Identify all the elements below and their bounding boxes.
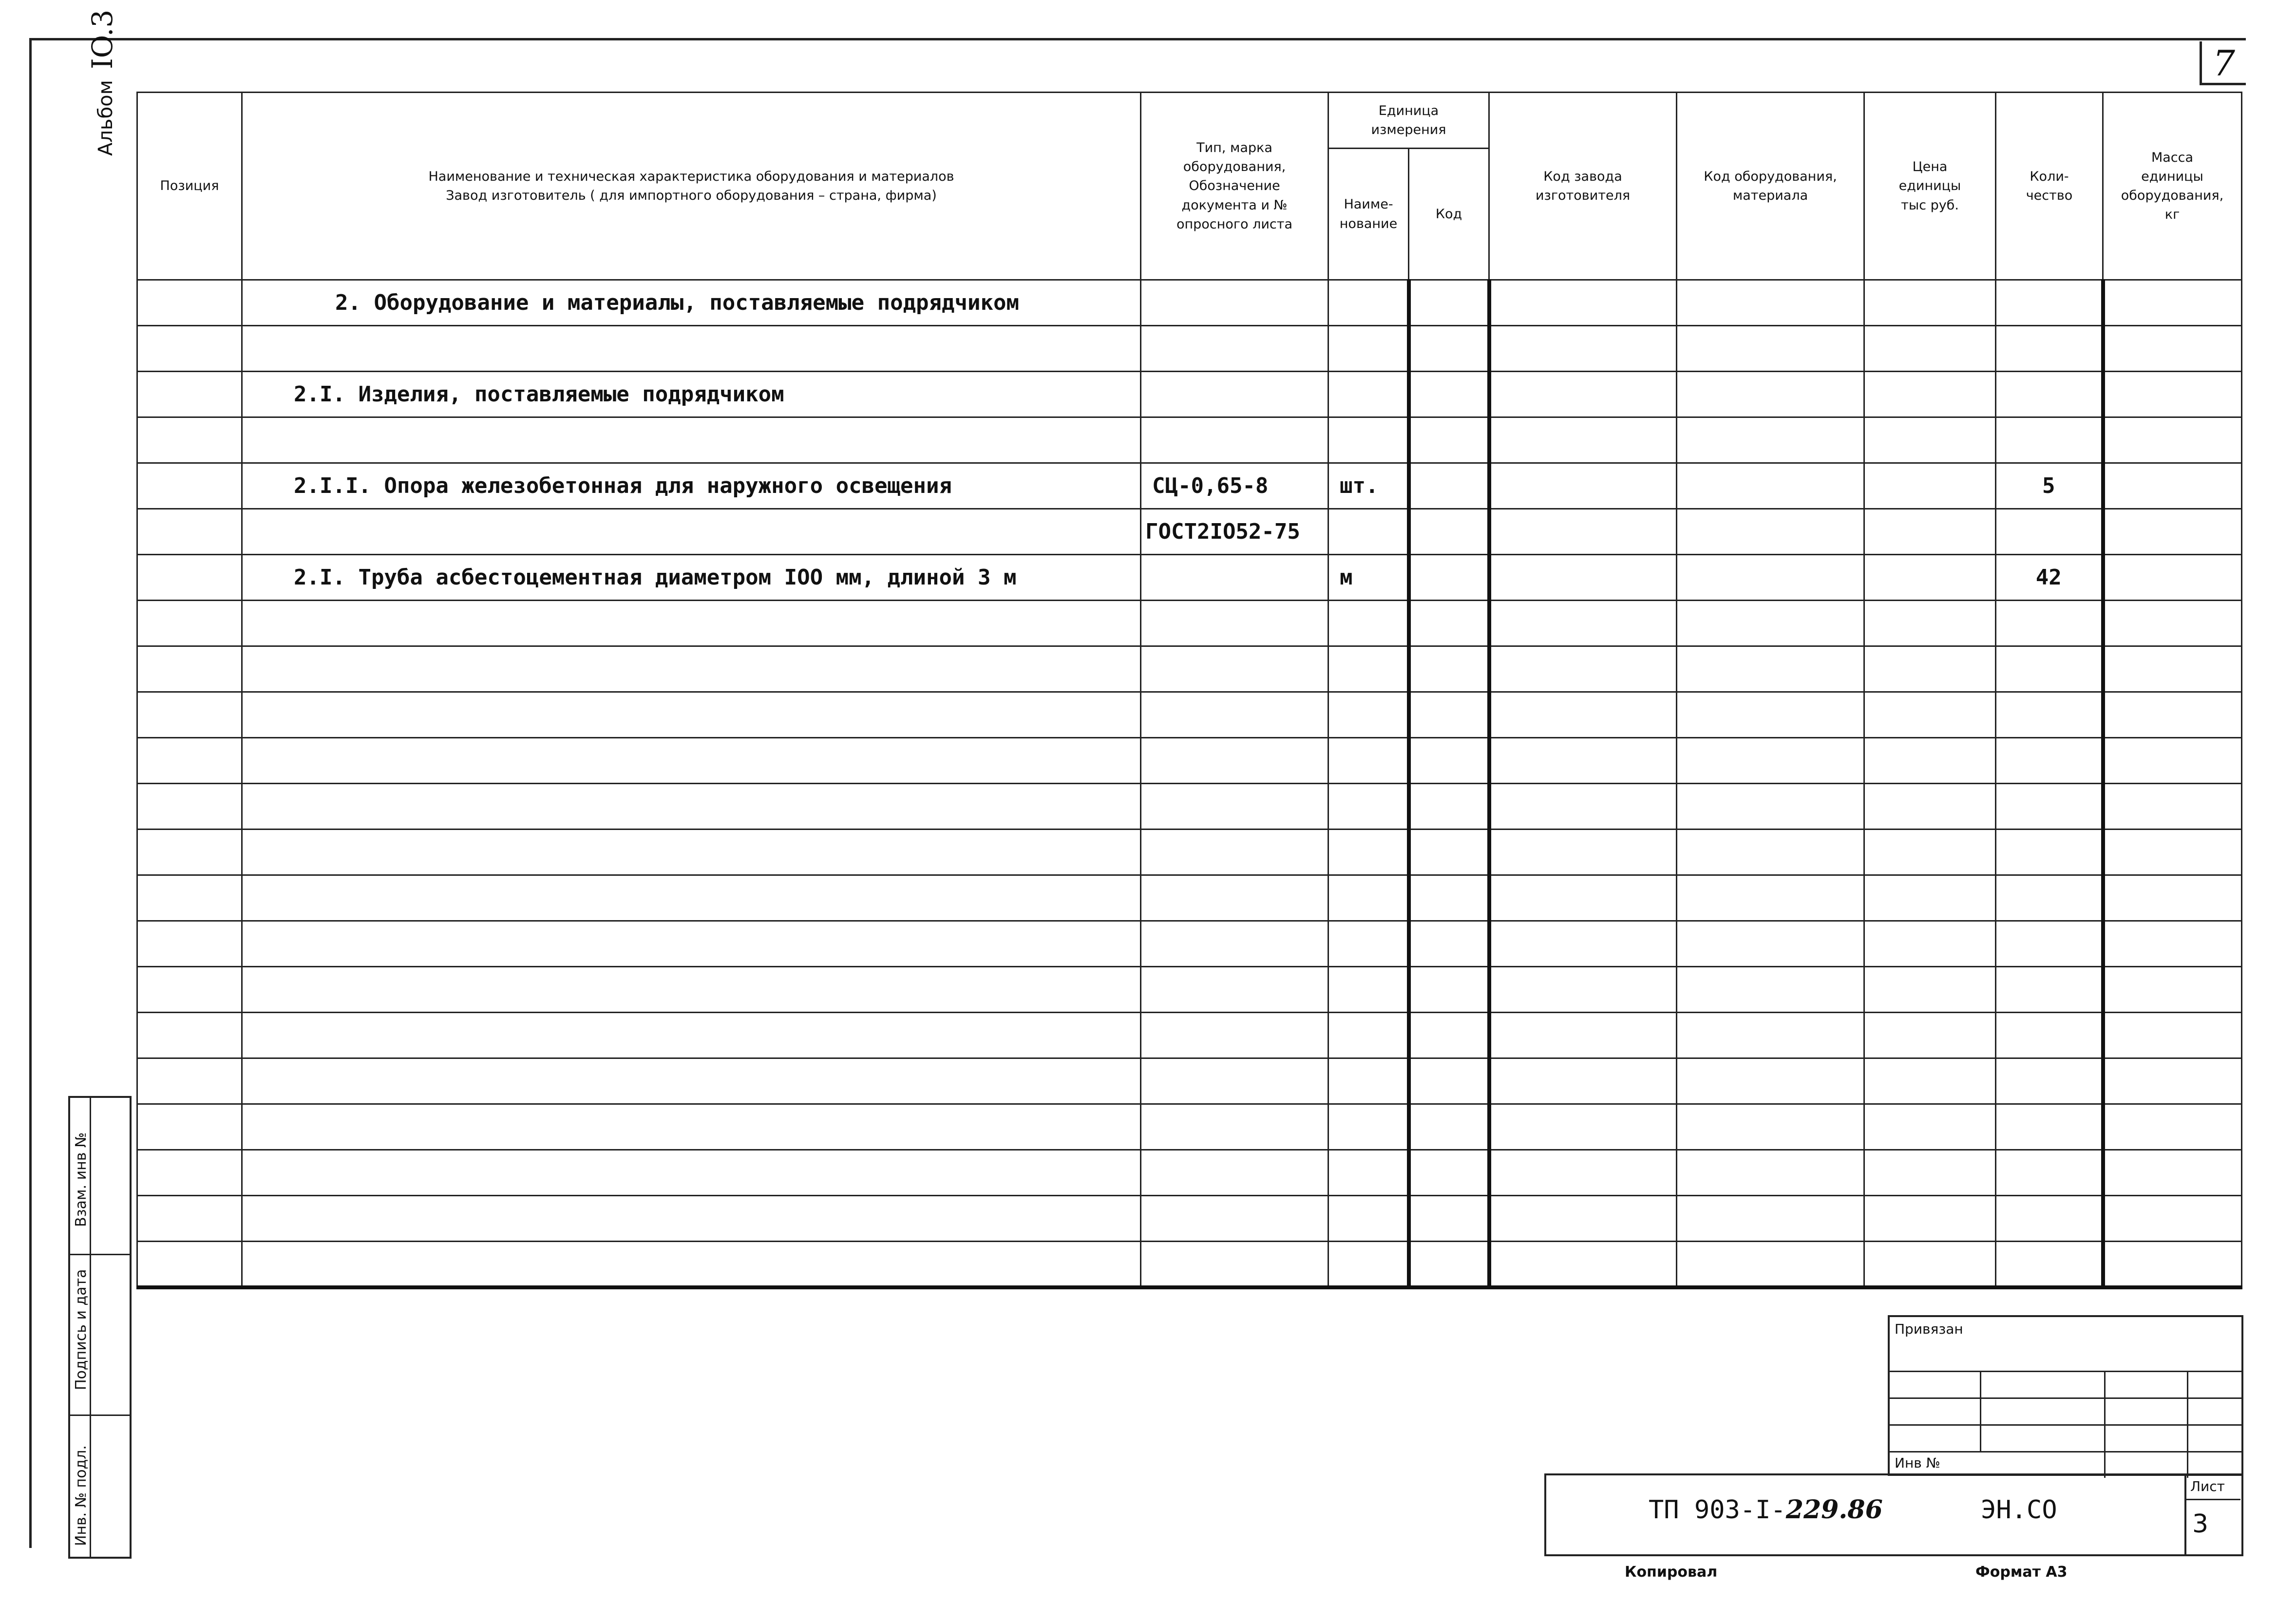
sheet-value: 3 (2192, 1509, 2209, 1539)
table-row (137, 463, 2242, 509)
table-row (137, 372, 2242, 417)
table-row (137, 692, 2242, 738)
album-number: IO.3 (86, 9, 119, 70)
header-equipment-code: Код оборудования, материала (1677, 93, 1864, 280)
document-code: ТП 903-I-229.86 ЭН.СО (1649, 1495, 2057, 1525)
format-label: Формат А3 (1975, 1564, 2068, 1581)
header-unit-code: Код (1409, 149, 1489, 280)
table-row (137, 921, 2242, 967)
table-row (137, 417, 2242, 463)
side-stamp (68, 1096, 132, 1559)
table-row (137, 280, 2242, 326)
row-quantity: 42 (1996, 555, 2103, 601)
header-unit: Единица измерения (1328, 93, 1489, 149)
row-type: ГОСТ2IO52-75 (1141, 509, 1328, 555)
sheet-number-corner: 7 (2200, 41, 2246, 85)
table-row (137, 1058, 2242, 1104)
table-row (137, 326, 2242, 372)
header-name: Наименование и техническая характеристика оборудования и материалов Завод изготовитель ( для импортного оборудования – страна, фирма) (242, 93, 1141, 280)
binding-stamp (1888, 1315, 2243, 1476)
row-name: 2.I. Труба асбестоцементная диаметром IOO мм, длиной 3 м (242, 555, 1141, 601)
row-name: 2. Оборудование и материалы, поставляемые подрядчиком (242, 280, 1141, 326)
album-text: Альбом (95, 80, 117, 156)
row-quantity: 5 (1996, 463, 2103, 509)
row-name: 2.I. Изделия, поставляемые подрядчиком (242, 372, 1141, 417)
table-row (137, 1196, 2242, 1242)
row-name: 2.I.I. Опора железобетонная для наружного освещения (242, 463, 1141, 509)
header-price: Цена единицы тыс руб. (1864, 93, 1996, 280)
row-unit: м (1328, 555, 1409, 601)
table-row (137, 1013, 2242, 1058)
table-row (137, 830, 2242, 875)
header-mass: Масса единицы оборудования, кг (2103, 93, 2242, 280)
row-unit: шт. (1328, 463, 1409, 509)
header-type: Тип, марка оборудования, Обозначение документа и № опросного листа (1141, 93, 1328, 280)
table-row (137, 875, 2242, 921)
header-unit-name: Наиме- нование (1328, 149, 1409, 280)
table-row (137, 784, 2242, 830)
table-row (137, 738, 2242, 784)
equipment-table (136, 92, 2242, 1289)
table-row (137, 1104, 2242, 1150)
side-stamp-podpis: Подпись и дата (73, 1269, 90, 1390)
header-factory-code: Код завода изготовителя (1489, 93, 1677, 280)
row-type: СЦ-0,65-8 (1141, 463, 1328, 509)
table-row (137, 509, 2242, 555)
table-row (137, 555, 2242, 601)
privyazan-label: Привязан (1895, 1321, 1963, 1337)
title-block (1544, 1473, 2243, 1556)
header-position: Позиция (137, 93, 242, 280)
inv-no-label: Инв № (1895, 1455, 1940, 1471)
copied-label: Копировал (1625, 1564, 1718, 1581)
table-row (137, 1150, 2242, 1196)
side-stamp-vzam: Взам. инв № (73, 1132, 90, 1227)
header-quantity: Коли- чество (1996, 93, 2103, 280)
table-row (137, 1242, 2242, 1287)
album-label (83, 0, 122, 156)
sheet-label: Лист (2190, 1478, 2225, 1494)
sheet-cell (2184, 1475, 2242, 1554)
table-row (137, 967, 2242, 1013)
table-row (137, 601, 2242, 646)
table-row (137, 646, 2242, 692)
side-stamp-inv: Инв. № подл. (73, 1445, 90, 1546)
